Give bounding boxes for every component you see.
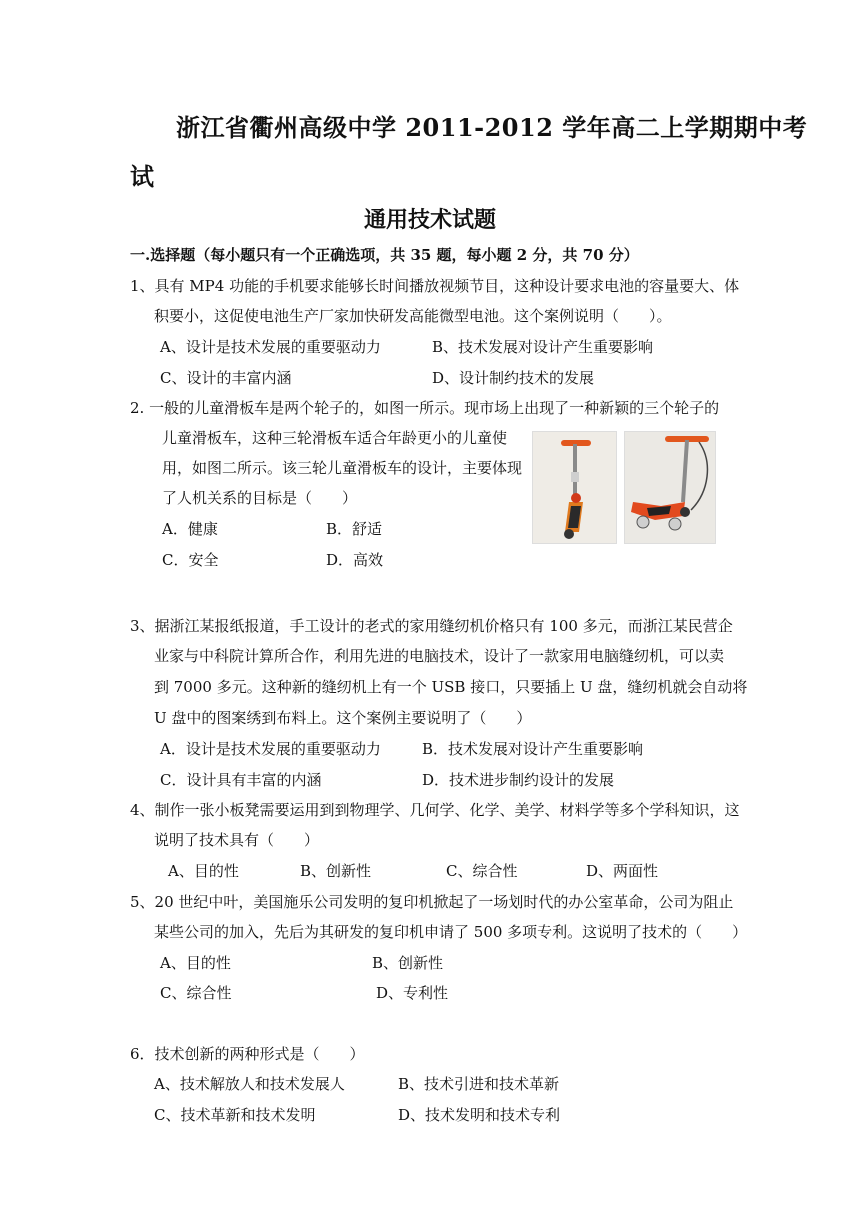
q1-option-b: B、技术发展对设计产生重要影响	[432, 338, 654, 356]
exam-subtitle: 通用技术试题	[363, 207, 496, 233]
q2-option-d: D．高效	[326, 551, 384, 569]
exam-title-line1: 浙江省衢州高级中学 2011-2012 学年高二上学期期中考	[176, 113, 808, 142]
q5-option-b: B、创新性	[372, 954, 444, 972]
q1-line2: 积要小，这促使电池生产厂家加快研发高能微型电池。这个案例说明（ ）。	[154, 307, 672, 325]
q6-line1: 6．技术创新的两种形式是（ ）	[130, 1045, 365, 1063]
q5-line1: 5、20 世纪中叶，美国施乐公司发明的复印机掀起了一场划时代的办公室革命，公司为阻止	[130, 893, 734, 911]
q6-option-b: B、技术引进和技术革新	[398, 1075, 560, 1093]
q4-option-c: C、综合性	[446, 862, 518, 880]
q6-option-c: C、技术革新和技术发明	[154, 1106, 316, 1124]
q3-line3: 到 7000 多元。这种新的缝纫机上有一个 USB 接口，只要插上 U 盘，缝纫机就会自动将	[154, 678, 748, 696]
q5-option-a: A、目的性	[160, 954, 231, 972]
q1-line1: 1、具有 MP4 功能的手机要求能够长时间播放视频节目，这种设计要求电池的容量要大、体	[130, 277, 740, 295]
q2-line2: 儿童滑板车，这种三轮滑板车适合年龄更小的儿童使	[162, 429, 508, 447]
q3-option-d: D．技术进步制约设计的发展	[422, 771, 615, 789]
q4-line1: 4、制作一张小板凳需要运用到到物理学、几何学、化学、美学、材料学等多个学科知识，这	[130, 801, 740, 819]
q2-option-c: C．安全	[162, 551, 219, 569]
q3-option-b: B．技术发展对设计产生重要影响	[422, 740, 644, 758]
exam-title-line2: 试	[130, 162, 154, 191]
q3-line2: 业家与中科院计算所合作，利用先进的电脑技术，设计了一款家用电脑缝纫机，可以卖	[154, 647, 725, 665]
q4-line2: 说明了技术具有（ ）	[154, 831, 320, 849]
q3-line1: 3、据浙江某报纸报道，手工设计的老式的家用缝纫机价格只有 100 多元，而浙江某民营企	[130, 617, 733, 635]
q6-option-d: D、技术发明和技术专利	[398, 1106, 561, 1124]
q1-option-c: C、设计的丰富内涵	[160, 369, 292, 387]
q2-line4: 了人机关系的目标是（ ）	[162, 489, 358, 507]
q4-option-d: D、两面性	[586, 862, 659, 880]
q6-option-a: A、技术解放人和技术发展人	[154, 1075, 345, 1093]
q2-option-a: A．健康	[162, 520, 218, 538]
three-wheel-scooter-photo	[624, 431, 716, 544]
q3-option-a: A．设计是技术发展的重要驱动力	[160, 740, 381, 758]
q4-option-a: A、目的性	[168, 862, 239, 880]
q1-option-a: A、设计是技术发展的重要驱动力	[160, 338, 381, 356]
q5-line2: 某些公司的加入，先后为其研发的复印机申请了 500 多项专利。这说明了技术的（ ）	[154, 923, 748, 941]
two-wheel-scooter-photo	[532, 431, 617, 544]
section-heading: 一.选择题（每小题只有一个正确选项，共 35 题，每小题 2 分，共 70 分）	[130, 246, 639, 264]
q5-option-c: C、综合性	[160, 984, 232, 1002]
q4-option-b: B、创新性	[300, 862, 372, 880]
q1-option-d: D、设计制约技术的发展	[432, 369, 595, 387]
q3-option-c: C．设计具有丰富的内涵	[160, 771, 322, 789]
q3-line4: U 盘中的图案绣到布料上。这个案例主要说明了（ ）	[154, 709, 532, 727]
q5-option-d: D、专利性	[376, 984, 449, 1002]
q2-option-b: B．舒适	[326, 520, 383, 538]
q2-line3: 用，如图二所示。该三轮儿童滑板车的设计，主要体现	[162, 459, 523, 477]
q2-line1: 2. 一般的儿童滑板车是两个轮子的，如图一所示。现市场上出现了一种新颖的三个轮子的	[130, 399, 720, 417]
